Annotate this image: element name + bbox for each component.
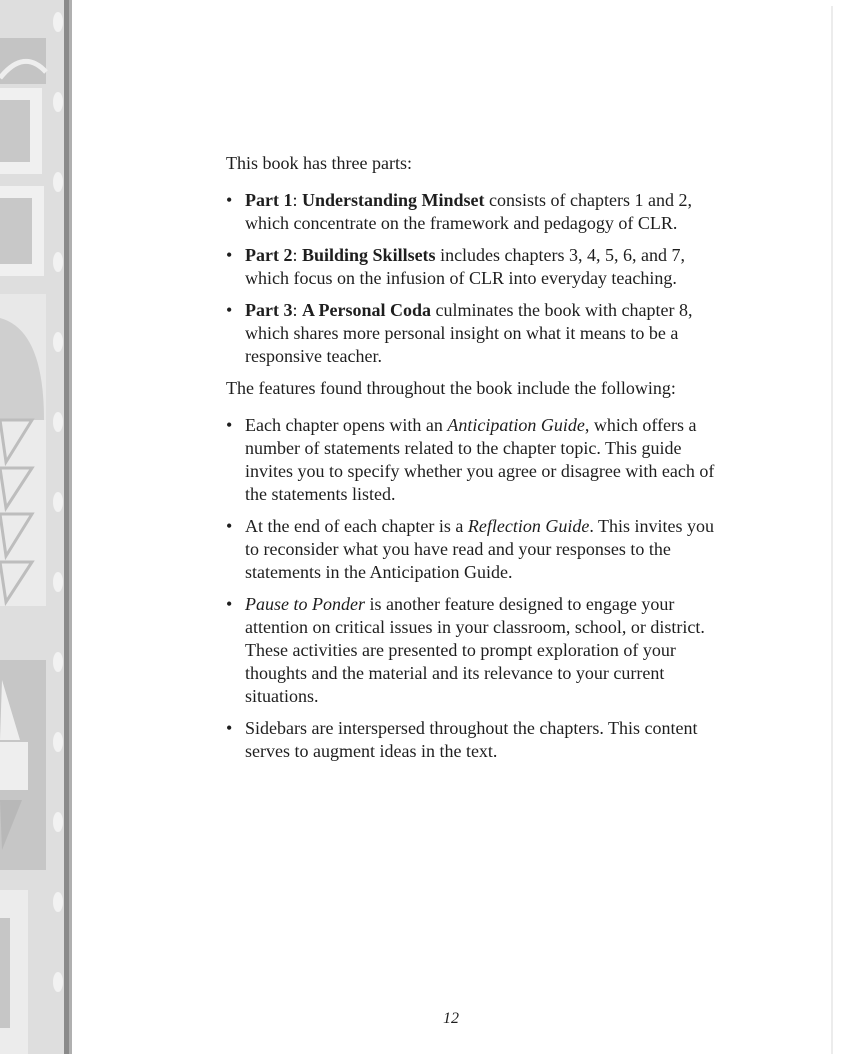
part-title: Understanding Mindset [302,190,485,210]
list-item [226,414,716,506]
feature-text-before: Each chapter opens with an [245,415,448,435]
features-intro: The features found throughout the book include the following: [226,378,676,398]
part-separator: : [292,245,302,265]
feature-text-after: , which offers a number of statements related to the chapter topic. This guide invites you to specify whether you agree or disagree with each of the statements listed. [245,415,715,504]
part-title: A Personal Coda [302,300,432,320]
body-text [226,152,716,772]
feature-text-before: At the end of each chapter is a [245,516,468,536]
part-description: culminates the book with chapter 8, which shares more personal insight on what it means to be a responsive teacher. [245,300,693,366]
page-number: 12 [443,1010,459,1027]
list-item [226,717,716,763]
feature-text-before: Sidebars are interspersed throughout the chapters. This content serves to augment ideas in the text. [245,718,698,761]
part-label: Part 3 [245,300,293,320]
feature-name: Anticipation Guide [447,415,585,435]
feature-text-after: is another feature designed to engage your attention on critical issues in your classroom, school, or district. These activities are presented to prompt exploration of your thoughts and the material and its relevance to your current situations. [245,594,705,706]
part-description: includes chapters 3, 4, 5, 6, and 7, which focus on the infusion of CLR into everyday teaching. [245,245,686,288]
list-item [226,299,716,368]
part-label: Part 2 [245,245,293,265]
feature-name: Reflection Guide [467,516,590,536]
features-list [226,414,716,763]
list-item [226,244,716,290]
parts-intro: This book has three parts: [226,153,412,173]
part-description: consists of chapters 1 and 2, which concentrate on the framework and pedagogy of CLR. [245,190,692,233]
list-item [226,189,716,235]
part-separator: : [292,300,302,320]
part-separator: : [292,190,302,210]
parts-list [226,189,716,368]
page-right-edge [831,6,833,1054]
part-title: Building Skillsets [302,245,436,265]
list-item [226,593,716,708]
decorative-margin-band [0,0,72,1054]
feature-name: Pause to Ponder [245,594,365,614]
feature-text-after: . This invites you to reconsider what you have read and your responses to the statements in the Anticipation Guide. [245,516,715,582]
part-label: Part 1 [245,190,293,210]
list-item [226,515,716,584]
